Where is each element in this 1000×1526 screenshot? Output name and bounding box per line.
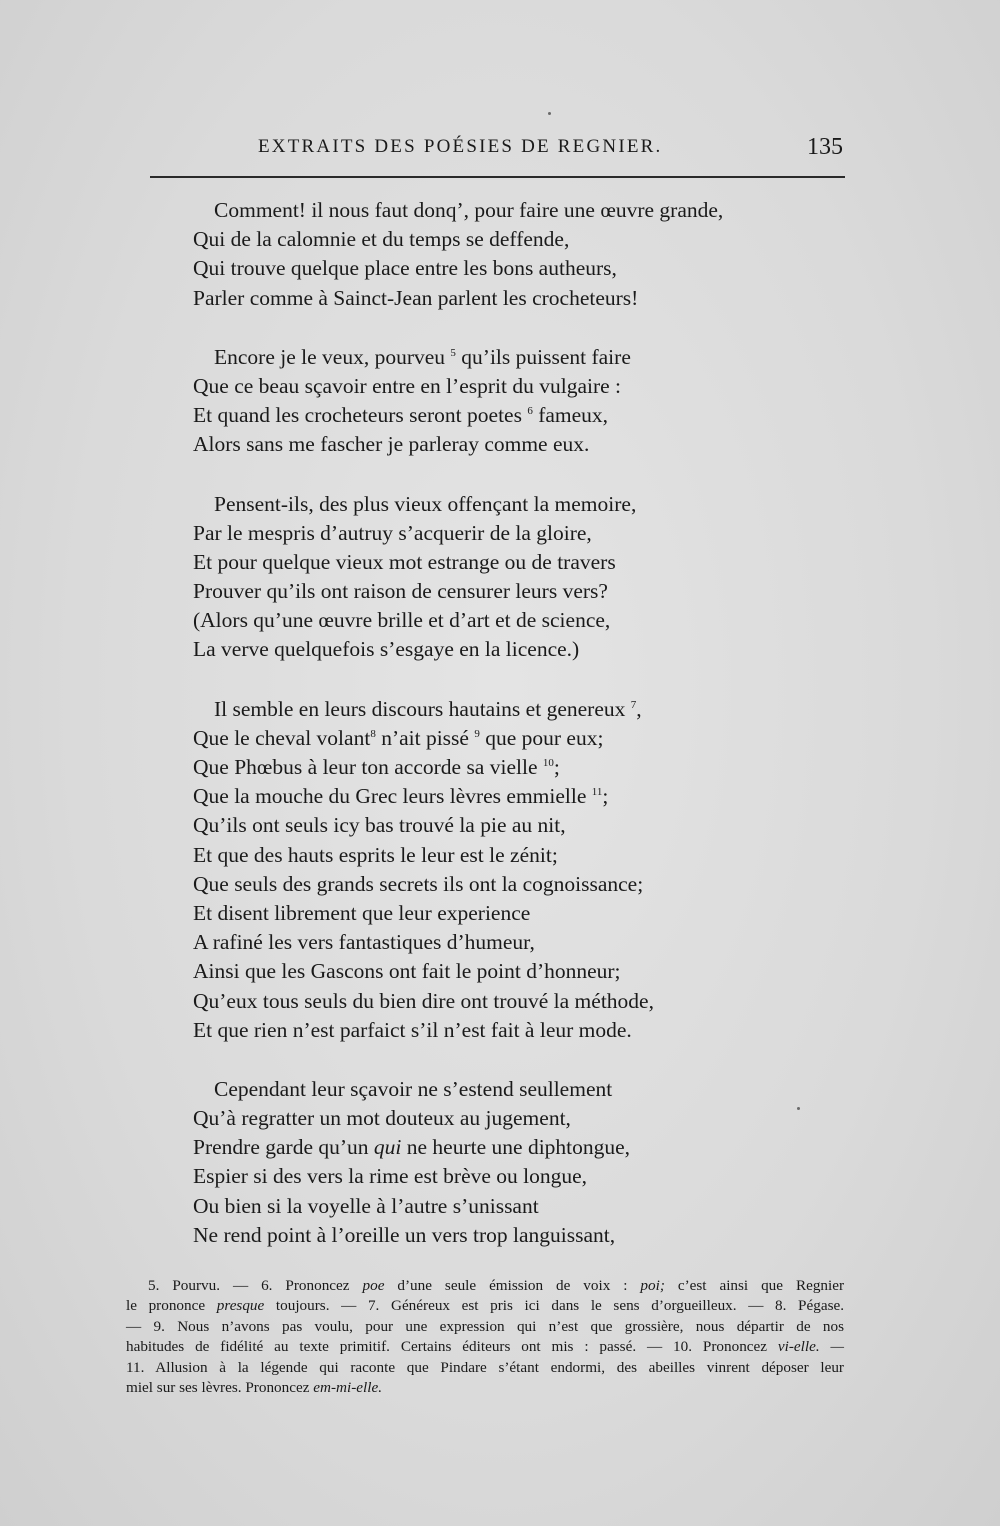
verse-line: Ne rend point à l’oreille un vers trop languissant, [193,1222,616,1247]
footnote-ref: 6 [527,405,533,418]
verse-text: que pour eux; [485,725,604,750]
footnote-ref: 9 [474,727,480,740]
verse-text: Il semble en leurs discours hautains et genereux [214,696,626,721]
italic-word: qui [373,1135,402,1160]
verse-line: Et que rien n’est parfaict s’il n’est fait à leur mode. [193,1017,632,1042]
page-header [150,134,845,164]
verse-line [193,1133,813,1162]
verse-text: Et quand les crocheteurs seront poetes [193,403,522,428]
footnote-line [126,1296,844,1316]
footnote-italic: vi-elle. — [777,1338,845,1356]
verse-line: Qui de la calomnie et du temps se deffende, [193,227,570,252]
footnote-ref: 10 [542,757,554,769]
verse-text: ; [602,784,609,809]
footnote-ref: 7 [630,698,637,711]
stanza [193,343,813,460]
verse-line: La verve quelquefois s’esgaye en la licence.) [193,637,580,662]
footnote-line [126,1276,844,1296]
footnote-italic: poe [362,1277,385,1294]
verse-line: Que seuls des grands secrets ils ont la cognoissance; [193,871,644,896]
footnote-text: le prononce [126,1297,206,1315]
header-rule [150,176,845,178]
verse-line: Ainsi que les Gascons ont fait le point d’honneur; [193,959,621,984]
verse-line: (Alors qu’une œuvre brille et d’art et de science, [193,608,611,633]
verse-line: Et que des hauts esprits le leur est le zénit; [193,842,558,867]
verse-line [193,695,813,724]
verse-line [193,401,813,430]
footnote-italic: poi; [640,1277,665,1294]
stanza [193,196,813,313]
footnote-line: 11. Allusion à la légende qui raconte que Pindare s’étant endormi, des abeilles vinrent déposer leur [126,1358,844,1376]
verse-text: Que la mouche du Grec leurs lèvres emmielle [193,784,587,809]
stanza [193,1075,813,1250]
verse-line [193,753,813,782]
footnote-text: c’est ainsi que Regnier [677,1277,845,1294]
footnote-text: habitudes de fidélité au texte primitif. Certains éditeurs ont mis : passé. — 10. Prononcez [126,1338,768,1356]
footnote-italic: presque [216,1297,265,1315]
verse-line [193,782,813,811]
verse-line: Espier si des vers la rime est brève ou longue, [193,1164,588,1189]
verse-line [193,343,813,372]
verse-text: , [636,696,642,721]
footnote-ref: 5 [450,346,456,359]
verse-line: Parler comme à Sainct-Jean parlent les crocheteurs! [193,285,639,310]
verse-line: Que ce beau sçavoir entre en l’esprit du vulgaire : [193,373,622,398]
verse-text: Prendre garde qu’un [193,1135,369,1160]
footnote-text: toujours. — 7. Généreux est pris ici dans le sens d’orgueilleux. — 8. Pégase. [275,1297,845,1315]
verse-line: Prouver qu’ils ont raison de censurer leurs vers? [193,579,608,604]
verse-line: Qu’eux tous seuls du bien dire ont trouvé la méthode, [193,988,654,1013]
verse-line: Qu’ils ont seuls icy bas trouvé la pie au nit, [193,813,566,838]
verse-text: ne heurte une diphtongue, [406,1135,631,1160]
verse-text: ; [553,755,560,779]
verse-line [193,724,813,753]
verse-text: Encore je le veux, pourveu [214,344,446,369]
footnote-italic: em-mi-elle. [313,1378,382,1396]
footnote-text: miel sur ses lèvres. Prononcez [126,1378,310,1396]
page-number: 135 [807,134,843,160]
footnote-line: — 9. Nous n’avons pas voulu, pour une expression qui n’est que grossière, nous départir de nos [126,1317,844,1335]
verse-line: Comment! il nous faut donq’, pour faire une œuvre grande, [214,198,724,222]
verse-line: A rafiné les vers fantastiques d’humeur, [193,930,535,955]
verse-text: n’ait pissé [381,725,469,750]
stanza [193,695,813,1045]
footnote-line [126,1378,844,1398]
verse-line: Qui trouve quelque place entre les bons autheurs, [193,256,617,281]
verse-line: Cependant leur sçavoir ne s’estend seullement [214,1076,613,1101]
verse-line: Qu’à regratter un mot douteux au jugement, [193,1106,571,1131]
verse-line: Et disent librement que leur experience [193,900,531,925]
verse-text: qu’ils puissent faire [461,344,631,369]
verse-text: fameux, [538,403,609,428]
footnote-text: d’une seule émission de voix : [397,1277,628,1294]
footnote-ref: 11 [591,786,603,799]
verse-line: Et pour quelque vieux mot estrange ou de travers [193,549,616,574]
stanza [193,490,813,665]
verse-line: Ou bien si la voyelle à l’autre s’unissant [193,1193,539,1218]
verse-line: Par le mespris d’autruy s’acquerir de la gloire, [193,520,592,545]
verse-line: Alors sans me fascher je parleray comme eux. [193,432,590,457]
poem [193,196,813,1280]
verse-text: Que Phœbus à leur ton accorde sa vielle [193,755,538,779]
footnote-line [126,1337,844,1357]
footnotes [126,1276,844,1398]
running-title: EXTRAITS DES POÉSIES DE REGNIER. [258,136,663,157]
verse-text: Que le cheval volant [193,725,371,750]
ink-speck [548,112,551,115]
footnote-ref: 8 [370,727,376,740]
verse-line: Pensent-ils, des plus vieux offençant la memoire, [214,491,637,516]
footnote-text: 5. Pourvu. — 6. Prononcez [148,1277,350,1294]
